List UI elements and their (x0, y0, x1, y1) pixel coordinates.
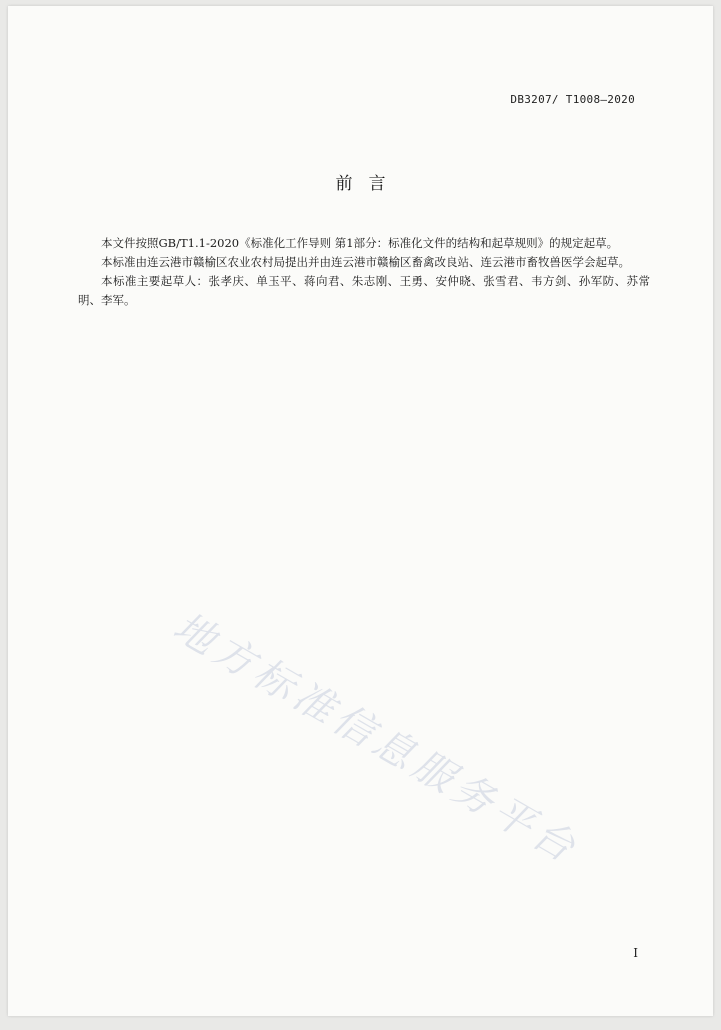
paragraph-drafters: 本标准主要起草人：张孝庆、单玉平、蒋向君、朱志刚、王勇、安仲晓、张雪君、韦方剑、孙军防、苏常明、李军。 (78, 274, 650, 307)
page-number: I (633, 946, 638, 960)
document-code: DB3207/ T1008—2020 (510, 93, 635, 106)
document-page (8, 6, 713, 1016)
foreword-body (78, 234, 650, 310)
paragraph-drafting-rules: 本文件按照GB/T1.1-2020《标准化工作导则 第1部分：标准化文件的结构和起草规则》的规定起草。 (101, 236, 619, 250)
paragraph-proposer: 本标准由连云港市赣榆区农业农村局提出并由连云港市赣榆区畜禽改良站、连云港市畜牧兽医学会起草。 (101, 255, 630, 269)
page-title: 前言 (335, 174, 402, 194)
watermark: 地方标准信息服务平台 (165, 603, 587, 874)
